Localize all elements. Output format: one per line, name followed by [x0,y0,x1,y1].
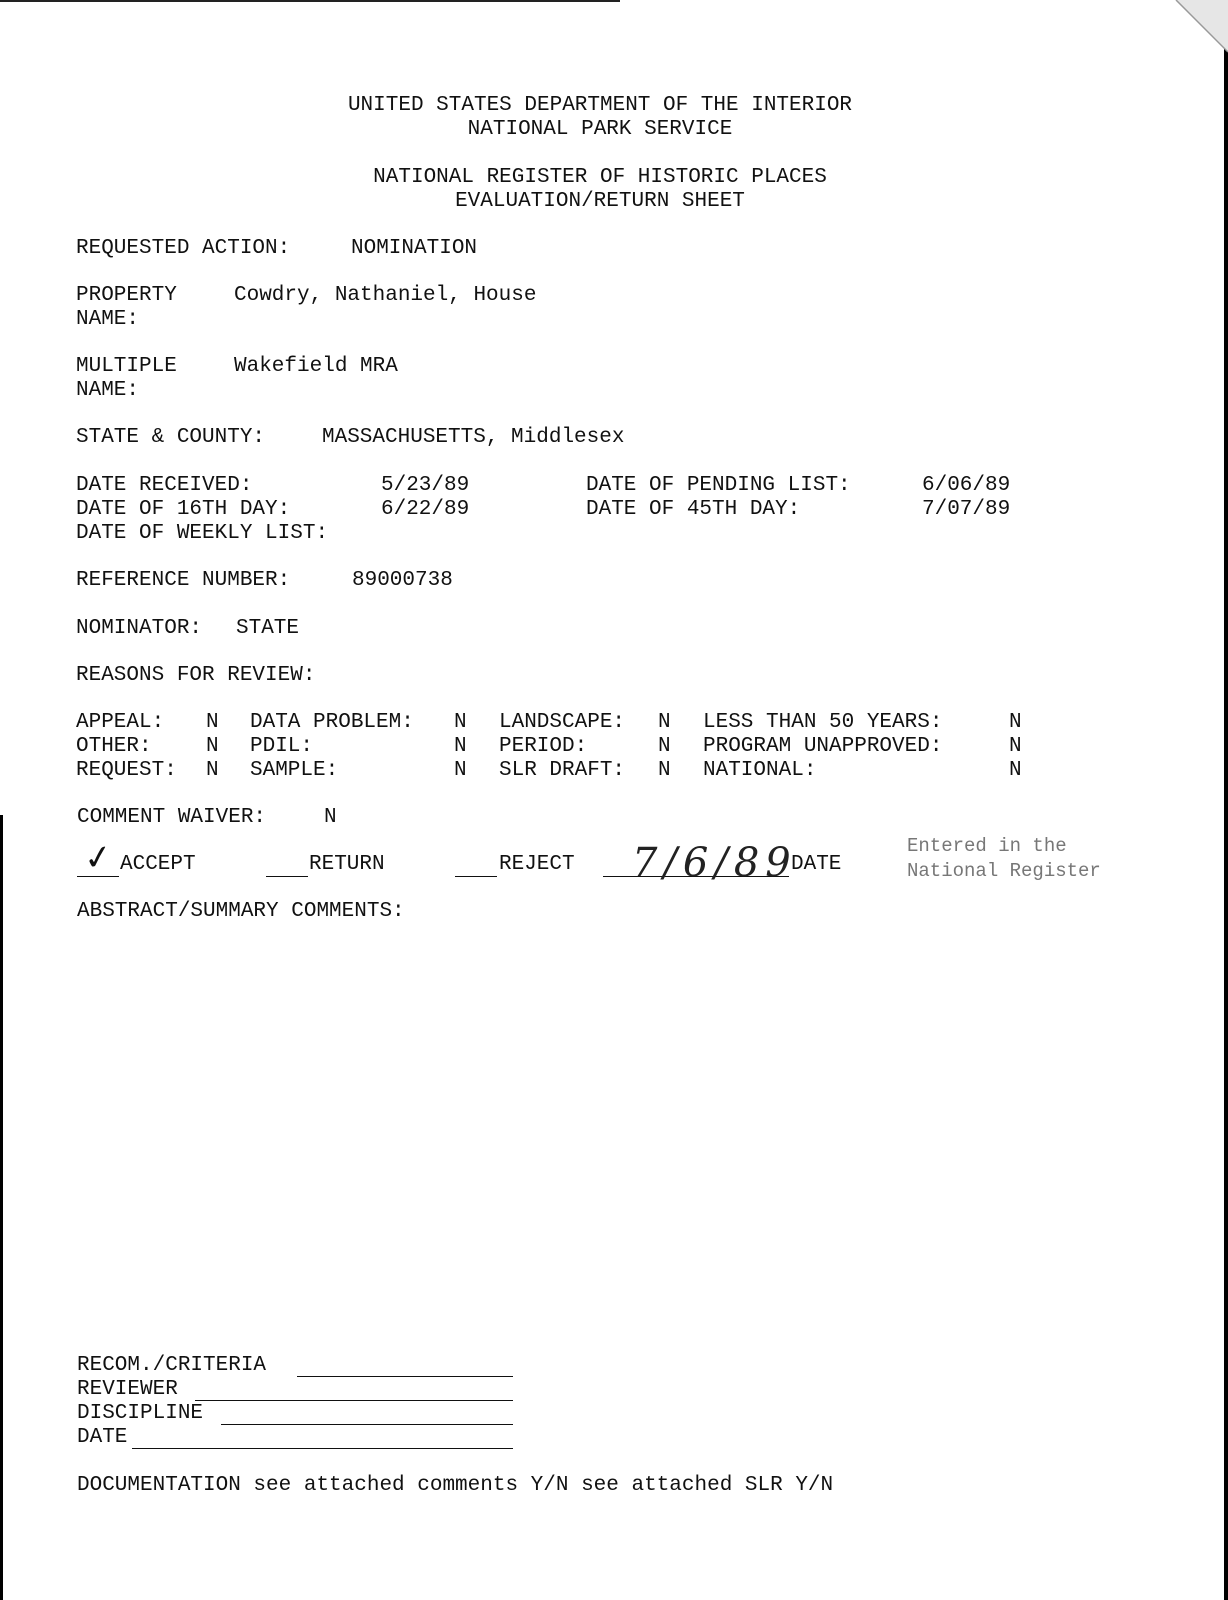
state-county-label: STATE & COUNTY: [76,426,266,449]
requested-action-value: NOMINATION [351,237,478,260]
reason-value: N [206,711,219,734]
header-register: NATIONAL REGISTER OF HISTORIC PLACES [373,166,827,189]
scan-edge-left [0,815,3,1600]
reference-number-value: 89000738 [352,569,453,592]
reason-value: N [206,759,219,782]
nominator-value: STATE [236,617,300,640]
folded-corner-icon [1168,0,1228,60]
abstract-summary-label: ABSTRACT/SUMMARY COMMENTS: [77,900,405,923]
reason-label: NATIONAL: [703,759,817,782]
date-pending-value: 6/06/89 [922,474,1011,497]
header-service: NATIONAL PARK SERVICE [467,118,733,141]
reason-value: N [454,711,467,734]
reason-label: DATA PROBLEM: [250,711,414,734]
reason-label: REQUEST: [76,759,177,782]
reason-label: PROGRAM UNAPPROVED: [703,735,943,758]
scan-edge-top [0,0,620,2]
header-department: UNITED STATES DEPARTMENT OF THE INTERIOR [347,94,853,117]
date-pending-label: DATE OF PENDING LIST: [586,474,851,497]
property-name-value: Cowdry, Nathaniel, House [234,284,537,307]
signoff-date-label: DATE [77,1426,128,1449]
reason-label: SAMPLE: [250,759,339,782]
date-received-value: 5/23/89 [381,474,470,497]
requested-action-label: REQUESTED ACTION: [76,237,291,260]
decision-date-label: DATE [791,853,842,876]
reason-value: N [1009,759,1022,782]
discipline-label: DISCIPLINE [77,1402,204,1425]
scan-edge-right [1224,0,1228,1600]
date-weekly-list-label: DATE OF WEEKLY LIST: [76,522,329,545]
reason-value: N [1009,735,1022,758]
reasons-for-review-label: REASONS FOR REVIEW: [76,664,316,687]
date-16th-day-label: DATE OF 16TH DAY: [76,498,291,521]
discipline-field[interactable] [221,1424,513,1425]
reason-value: N [1009,711,1022,734]
multiple-label: MULTIPLE [76,355,177,378]
entered-stamp-line2: National Register [907,860,1101,882]
recom-criteria-field[interactable] [297,1376,513,1377]
reason-value: N [454,735,467,758]
property-name-label: NAME: [76,308,140,331]
date-45th-day-value: 7/07/89 [922,498,1011,521]
reason-label: PERIOD: [499,735,588,758]
accept-label: ACCEPT [120,853,196,876]
documentation-line: DOCUMENTATION see attached comments Y/N see attached SLR Y/N [77,1474,834,1497]
signoff-date-field[interactable] [132,1448,513,1449]
property-label: PROPERTY [76,284,177,307]
header-sheet-title: EVALUATION/RETURN SHEET [455,190,745,213]
recom-criteria-label: RECOM./CRITERIA [77,1354,267,1377]
nominator-label: NOMINATOR: [76,617,203,640]
date-45th-day-label: DATE OF 45TH DAY: [586,498,801,521]
reason-label: APPEAL: [76,711,165,734]
reference-number-label: REFERENCE NUMBER: [76,569,291,592]
date-received-label: DATE RECEIVED: [76,474,253,497]
reject-label: REJECT [499,853,575,876]
date-16th-day-value: 6/22/89 [381,498,470,521]
state-county-value: MASSACHUSETTS, Middlesex [322,426,625,449]
reason-value: N [658,759,671,782]
reason-value: N [206,735,219,758]
reason-label: OTHER: [76,735,152,758]
accept-checkmark: ✓ [81,836,116,880]
reviewer-label: REVIEWER [77,1378,178,1401]
multiple-name-label: NAME: [76,379,140,402]
reviewer-field[interactable] [195,1400,513,1401]
multiple-name-value: Wakefield MRA [234,355,398,378]
reason-value: N [658,735,671,758]
reason-label: SLR DRAFT: [499,759,626,782]
reject-blank[interactable] [455,876,497,877]
comment-waiver-label: COMMENT WAIVER: [77,806,267,829]
reason-value: N [454,759,467,782]
comment-waiver-value: N [324,806,337,829]
reason-label: LESS THAN 50 YEARS: [703,711,943,734]
handwritten-date: 7/6/89 [632,840,797,886]
entered-stamp-line1: Entered in the [907,835,1067,857]
return-blank[interactable] [266,876,308,877]
reason-label: PDIL: [250,735,314,758]
return-label: RETURN [309,853,385,876]
reason-label: LANDSCAPE: [499,711,626,734]
reason-value: N [658,711,671,734]
